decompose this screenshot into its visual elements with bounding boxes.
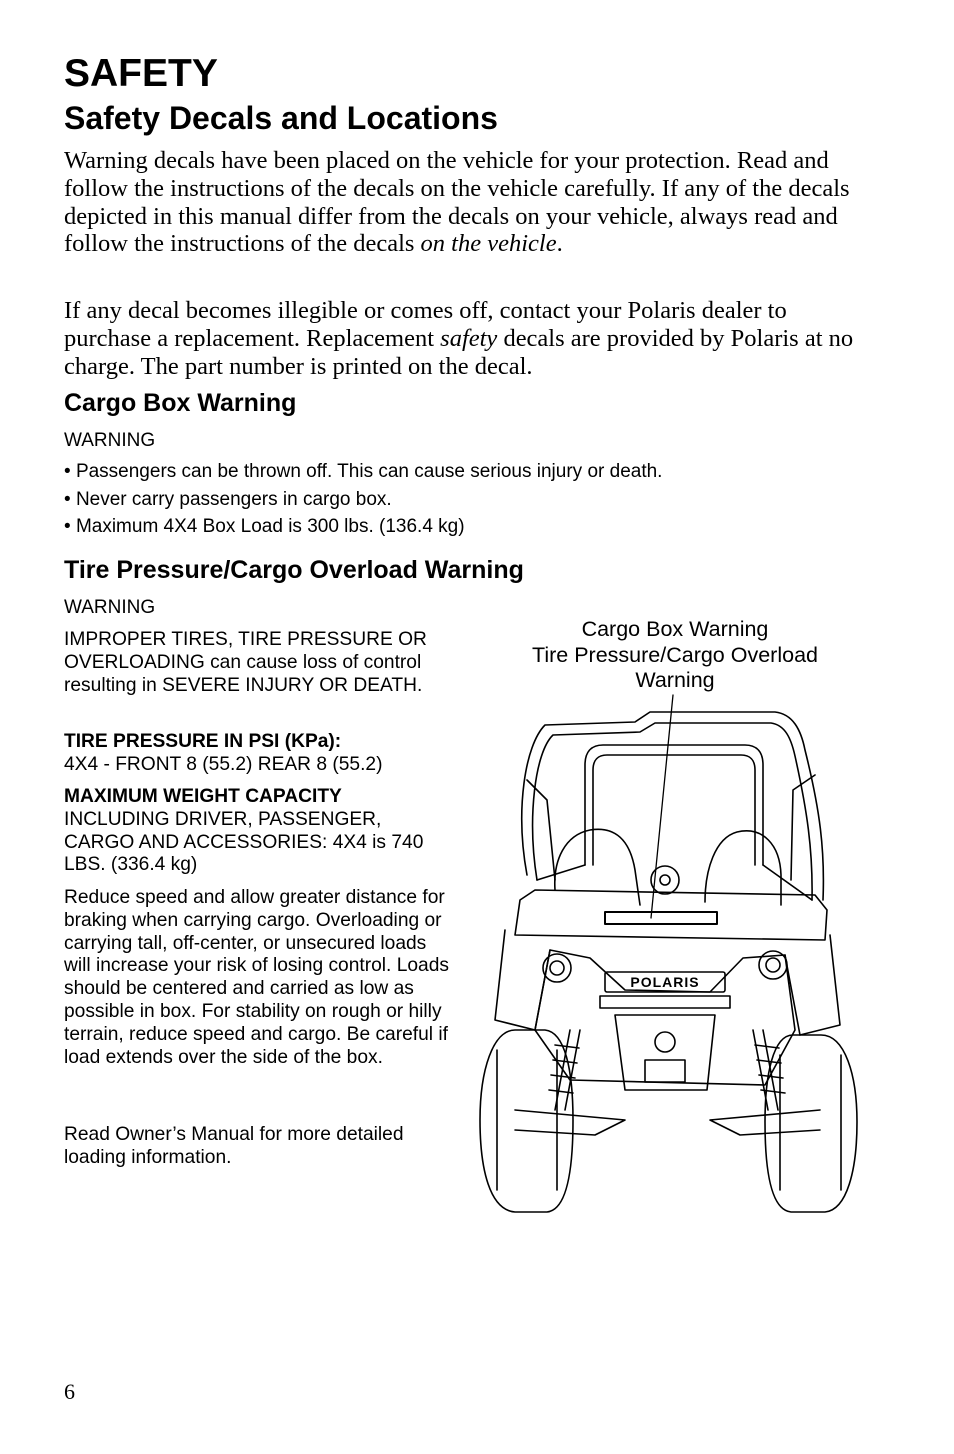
weight-capacity-spec xyxy=(64,786,449,877)
intro-p2-text: If any decal becomes illegible or comes off, contact your Polaris dealer to purchase a replacement. Replacement xyxy=(64,297,787,352)
list-item: • Passengers can be thrown off. This can cause serious injury or death. xyxy=(64,461,662,483)
tire-warning-text: IMPROPER TIRES, TIRE PRESSURE OR OVERLOADING can cause loss of control resulting in SEVERE INJURY OR DEATH. xyxy=(64,629,427,696)
weight-capacity-value: INCLUDING DRIVER, PASSENGER, CARGO AND ACCESSORIES: 4X4 is 740 LBS. (336.4 kg) xyxy=(64,808,424,876)
load-advice-text: Reduce speed and allow greater distance for braking when carrying cargo. Overloading or carrying tall, off-center, or unsecured loads will increase your risk of losing control. Loads should be centered and carried as low as possible in box. For stability on rough or hilly terrain, reduce speed and cargo. Be careful if load extends over the side of the box. xyxy=(64,887,449,1068)
left-tire xyxy=(480,1030,573,1212)
brand-logo: POLARIS xyxy=(630,974,700,990)
page-number: 6 xyxy=(64,1379,75,1404)
tire-pressure-spec xyxy=(64,731,449,777)
callout-line-1: Cargo Box Warning xyxy=(581,617,769,641)
intro-paragraph-1 xyxy=(64,147,864,258)
left-shock xyxy=(555,1030,580,1110)
right-tire xyxy=(765,1035,857,1212)
tire-pressure-spec-title: TIRE PRESSURE IN PSI (KPa): xyxy=(64,731,342,752)
intro-p1-end: . xyxy=(556,230,563,258)
vehicle-rear-illustration xyxy=(475,690,860,1215)
cargo-box-heading: Cargo Box Warning xyxy=(64,389,297,417)
intro-p2-italic: safety xyxy=(440,324,498,352)
tire-pressure-spec-value: 4X4 - FRONT 8 (55.2) REAR 8 (55.2) xyxy=(64,753,383,775)
list-item: • Never carry passengers in cargo box. xyxy=(64,489,662,511)
intro-p1-text: Warning decals have been placed on the vehicle for your protection. Read and follow the instructions of the decals on the vehicle carefully. If any of the decals depicted in this manual differ from the decals on your vehicle, always read and follow the instructions of the decals xyxy=(64,147,850,258)
page-title: Safety Decals and Locations xyxy=(64,100,498,136)
roll-cage xyxy=(522,712,824,900)
left-seat xyxy=(555,829,640,905)
decal-callout-label xyxy=(495,617,855,694)
cargo-box-warning-label: WARNING xyxy=(64,430,156,451)
intro-paragraph-2 xyxy=(64,297,864,380)
callout-line-3: Warning xyxy=(635,668,715,692)
decal-plate xyxy=(605,912,717,924)
owners-manual-note: Read Owner’s Manual for more detailed loading information. xyxy=(64,1124,404,1168)
callout-line-2: Tire Pressure/Cargo Overload xyxy=(532,642,818,667)
section-title: SAFETY xyxy=(64,52,218,95)
intro-p2-end: decals are provided by Polaris at no charge. The part number is printed on the decal. xyxy=(64,324,854,380)
list-item: • Maximum 4X4 Box Load is 300 lbs. (136.4 kg) xyxy=(64,516,662,538)
tire-pressure-heading: Tire Pressure/Cargo Overload Warning xyxy=(64,556,524,584)
weight-capacity-title: MAXIMUM WEIGHT CAPACITY xyxy=(64,786,342,807)
cargo-box-bullet-list xyxy=(64,461,662,544)
intro-p1-italic: on the vehicle xyxy=(420,230,557,258)
hitch-icon xyxy=(655,1032,675,1052)
tire-pressure-warning-label: WARNING xyxy=(64,597,156,618)
